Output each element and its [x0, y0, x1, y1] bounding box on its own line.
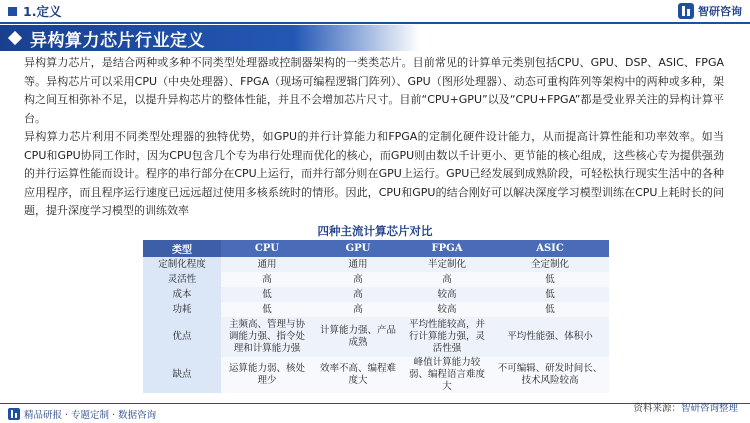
- table-cell: 低: [491, 287, 609, 302]
- comparison-table: [143, 240, 609, 393]
- header-gpu: GPU: [313, 240, 403, 257]
- table-cell: 通用: [221, 257, 313, 272]
- table-cell: 低: [491, 272, 609, 287]
- table-row: [143, 272, 609, 287]
- row-label: 成本: [143, 287, 221, 302]
- footer-logo-icon: [8, 408, 20, 420]
- footer-tagline-text: 精品研报 · 专题定制 · 数据咨询: [24, 410, 157, 421]
- table-row: [143, 357, 609, 393]
- table-cell: 低: [221, 302, 313, 317]
- source-label: 资料来源：: [633, 403, 681, 414]
- table-cell: 高: [313, 287, 403, 302]
- table-cell: 平均性能强、体积小: [491, 317, 609, 357]
- table-cell: 全定制化: [491, 257, 609, 272]
- top-bar: [0, 0, 750, 22]
- table-row: [143, 257, 609, 272]
- source-value: 智研咨询整理: [680, 403, 738, 414]
- table-cell: 效率不高、编程难度大: [313, 357, 403, 393]
- page-title: 异构算力芯片行业定义: [30, 30, 205, 51]
- paragraph-definition: 异构算力芯片，是结合两种或多种不同类型处理器或控制器架构的一类类芯片。目前常见的计算单元类别包括CPU、GPU、DSP、ASIC、FPGA等。异构芯片可以采用CPU（中央处理器）、FPGA（现场可编程逻辑门阵列）、GPU（图形处理器）、动态可重构阵列等架构中的两种或多种，架构之间互相弥补不足，以提升异构芯片的整体性能，并且不会增加芯片尺寸。目前“CPU+GPU”以及“CPU+FPGA”都是受业界关注的异构计算平台。: [24, 56, 724, 125]
- header-fpga: FPGA: [403, 240, 491, 257]
- table-cell: 计算能力强、产品成熟: [313, 317, 403, 357]
- table-cell: 高: [313, 302, 403, 317]
- source-note: [633, 400, 738, 414]
- table-title: 四种主流计算芯片对比: [317, 224, 433, 238]
- row-label: 优点: [143, 317, 221, 357]
- title-banner: [0, 25, 420, 51]
- table-row: [143, 317, 609, 357]
- brand[interactable]: [678, 3, 742, 19]
- table-cell: 峰值计算能力较弱、编程语言难度大: [403, 357, 491, 393]
- paragraph-advantages: 异构算力芯片利用不同类型处理器的独特优势，如GPU的并行计算能力和FPGA的定制化硬件设计能力，从而提高计算性能和功率效率。如当CPU和GPU协同工作时，因为CPU包含几个专为串行处理而优化的核心，而GPU则由数以千计更小、更节能的核心组成，这些核心专为提供强劲的并行运算性能而设计。程序的串行部分在CPU上运行，而并行部分则在GPU上运行。GPU已经发展到成熟阶段，可轻松执行现实生活中的各种应用程序，而且程序运行速度已远远超过使用多核系统时的情形。因此，CPU和GPU的结合刚好可以解决深度学习模型训练在CPU上耗时长的问题，提升深度学习模型的训练效率: [24, 130, 724, 217]
- row-label: 缺点: [143, 357, 221, 393]
- section-label: 1.定义: [23, 4, 62, 19]
- table-cell: 低: [221, 287, 313, 302]
- table-cell: 较高: [403, 302, 491, 317]
- table-cell: 不可编辑、研发时间长、技术风险较高: [491, 357, 609, 393]
- footer-tagline: [8, 407, 156, 421]
- diamond-icon: [8, 31, 22, 45]
- header-type: 类型: [143, 240, 221, 257]
- header-asic: ASIC: [491, 240, 609, 257]
- table-cell: 通用: [313, 257, 403, 272]
- table-cell: 较高: [403, 287, 491, 302]
- section-marker-icon: [8, 7, 17, 16]
- table-cell: 半定制化: [403, 257, 491, 272]
- top-divider: [0, 22, 750, 24]
- table-cell: 高: [221, 272, 313, 287]
- table-row: [143, 302, 609, 317]
- brand-logo-icon: [678, 3, 694, 19]
- table-cell: 高: [403, 272, 491, 287]
- row-label: 定制化程度: [143, 257, 221, 272]
- table-cell: 低: [491, 302, 609, 317]
- row-label: 功耗: [143, 302, 221, 317]
- header-cpu: CPU: [221, 240, 313, 257]
- row-label: 灵活性: [143, 272, 221, 287]
- table-cell: 运算能力弱、核处理少: [221, 357, 313, 393]
- table-cell: 主频高、管理与协调能力强、指令处理和计算能力强: [221, 317, 313, 357]
- table-header-row: [143, 240, 609, 257]
- table-cell: 平均性能较高，并行计算能力强，灵活性强: [403, 317, 491, 357]
- brand-name: 智研咨询: [698, 5, 742, 18]
- table-row: [143, 287, 609, 302]
- table-cell: 高: [313, 272, 403, 287]
